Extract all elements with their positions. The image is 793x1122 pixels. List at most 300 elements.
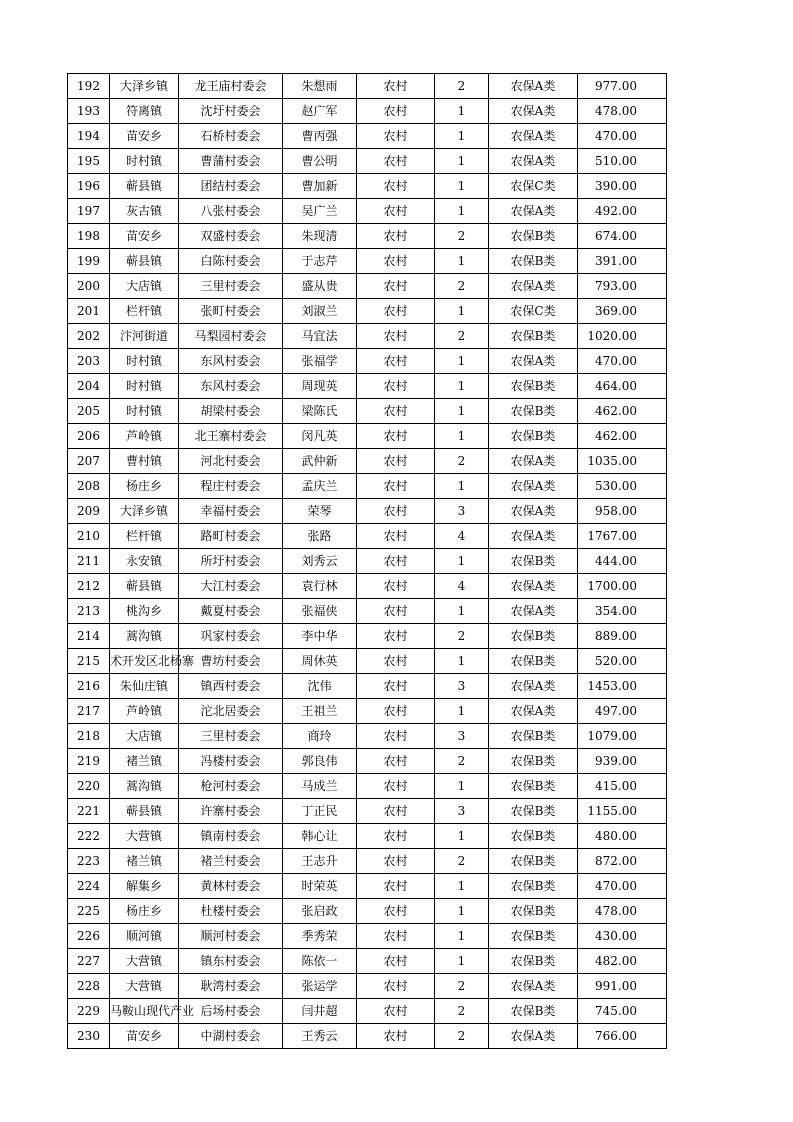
row-number-cell: 228 [68,974,110,999]
amount-cell: 444.00 [578,549,667,574]
household-count-cell: 2 [435,224,489,249]
amount-cell: 478.00 [578,899,667,924]
table-row [68,824,667,849]
row-number-cell: 205 [68,399,110,424]
amount-cell: 1700.00 [578,574,667,599]
area-type-cell: 农村 [357,749,435,774]
household-count-cell: 3 [435,674,489,699]
village-committee-cell: 褚兰村委会 [179,849,283,874]
row-number-cell: 192 [68,74,110,99]
township-cell: 灰古镇 [110,199,179,224]
village-committee-cell: 马梨园村委会 [179,324,283,349]
household-count-cell: 1 [435,649,489,674]
insurance-category-cell: 农保A类 [489,974,578,999]
name-cell: 闫井超 [283,999,357,1024]
amount-cell: 354.00 [578,599,667,624]
area-type-cell: 农村 [357,549,435,574]
area-type-cell: 农村 [357,874,435,899]
amount-cell: 492.00 [578,199,667,224]
table-row [68,424,667,449]
insurance-category-cell: 农保B类 [489,799,578,824]
table-row [68,624,667,649]
row-number-cell: 217 [68,699,110,724]
village-committee-cell: 幸福村委会 [179,499,283,524]
name-cell: 丁正民 [283,799,357,824]
amount-cell: 480.00 [578,824,667,849]
table-row [68,349,667,374]
household-count-cell: 1 [435,374,489,399]
village-committee-cell: 巩家村委会 [179,624,283,649]
row-number-cell: 198 [68,224,110,249]
household-count-cell: 1 [435,124,489,149]
amount-cell: 482.00 [578,949,667,974]
area-type-cell: 农村 [357,324,435,349]
name-cell: 王志升 [283,849,357,874]
village-committee-cell: 镇东村委会 [179,949,283,974]
amount-cell: 390.00 [578,174,667,199]
household-count-cell: 1 [435,399,489,424]
insurance-category-cell: 农保B类 [489,774,578,799]
roster-table [67,73,667,1049]
row-number-cell: 215 [68,649,110,674]
insurance-category-cell: 农保A类 [489,499,578,524]
table-row [68,574,667,599]
amount-cell: 958.00 [578,499,667,524]
household-count-cell: 4 [435,524,489,549]
insurance-category-cell: 农保A类 [489,99,578,124]
household-count-cell: 1 [435,699,489,724]
village-committee-cell: 东风村委会 [179,349,283,374]
insurance-category-cell: 农保B类 [489,724,578,749]
household-count-cell: 1 [435,149,489,174]
village-committee-cell: 白陈村委会 [179,249,283,274]
amount-cell: 1035.00 [578,449,667,474]
row-number-cell: 207 [68,449,110,474]
insurance-category-cell: 农保B类 [489,749,578,774]
insurance-category-cell: 农保B类 [489,649,578,674]
area-type-cell: 农村 [357,474,435,499]
area-type-cell: 农村 [357,674,435,699]
area-type-cell: 农村 [357,74,435,99]
table-row [68,99,667,124]
insurance-category-cell: 农保A类 [489,474,578,499]
roster-body [68,74,667,1049]
name-cell: 朱想雨 [283,74,357,99]
township-cell: 时村镇 [110,399,179,424]
name-cell: 于志芹 [283,249,357,274]
row-number-cell: 206 [68,424,110,449]
area-type-cell: 农村 [357,149,435,174]
amount-cell: 977.00 [578,74,667,99]
table-row [68,449,667,474]
area-type-cell: 农村 [357,899,435,924]
table-row [68,399,667,424]
area-type-cell: 农村 [357,224,435,249]
name-cell: 周现英 [283,374,357,399]
village-committee-cell: 戴夏村委会 [179,599,283,624]
area-type-cell: 农村 [357,649,435,674]
insurance-category-cell: 农保A类 [489,349,578,374]
household-count-cell: 1 [435,949,489,974]
row-number-cell: 219 [68,749,110,774]
amount-cell: 470.00 [578,124,667,149]
table-row [68,524,667,549]
area-type-cell: 农村 [357,449,435,474]
area-type-cell: 农村 [357,499,435,524]
row-number-cell: 193 [68,99,110,124]
name-cell: 张福侠 [283,599,357,624]
insurance-category-cell: 农保B类 [489,399,578,424]
village-committee-cell: 河北村委会 [179,449,283,474]
household-count-cell: 1 [435,424,489,449]
area-type-cell: 农村 [357,424,435,449]
table-row [68,1024,667,1049]
name-cell: 荣琴 [283,499,357,524]
household-count-cell: 2 [435,849,489,874]
insurance-category-cell: 农保B类 [489,249,578,274]
table-row [68,474,667,499]
household-count-cell: 1 [435,199,489,224]
row-number-cell: 200 [68,274,110,299]
area-type-cell: 农村 [357,849,435,874]
row-number-cell: 230 [68,1024,110,1049]
amount-cell: 462.00 [578,399,667,424]
township-cell: 汴河街道 [110,324,179,349]
name-cell: 刘秀云 [283,549,357,574]
row-number-cell: 222 [68,824,110,849]
area-type-cell: 农村 [357,974,435,999]
township-cell: 曹村镇 [110,449,179,474]
village-committee-cell: 许寨村委会 [179,799,283,824]
village-committee-cell: 枪河村委会 [179,774,283,799]
village-committee-cell: 三里村委会 [179,724,283,749]
name-cell: 沈伟 [283,674,357,699]
township-cell: 杨庄乡 [110,474,179,499]
name-cell: 周休英 [283,649,357,674]
village-committee-cell: 冯楼村委会 [179,749,283,774]
name-cell: 武仲新 [283,449,357,474]
table-row [68,499,667,524]
area-type-cell: 农村 [357,724,435,749]
township-cell: 大店镇 [110,724,179,749]
insurance-category-cell: 农保A类 [489,674,578,699]
area-type-cell: 农村 [357,574,435,599]
name-cell: 袁行林 [283,574,357,599]
area-type-cell: 农村 [357,124,435,149]
household-count-cell: 2 [435,749,489,774]
village-committee-cell: 顺河村委会 [179,924,283,949]
table-row [68,324,667,349]
village-committee-cell: 胡梁村委会 [179,399,283,424]
township-cell: 褚兰镇 [110,749,179,774]
insurance-category-cell: 农保C类 [489,174,578,199]
township-cell: 蕲县镇 [110,249,179,274]
village-committee-cell: 张町村委会 [179,299,283,324]
amount-cell: 1020.00 [578,324,667,349]
village-committee-cell: 程庄村委会 [179,474,283,499]
township-cell: 栏杆镇 [110,299,179,324]
amount-cell: 520.00 [578,649,667,674]
amount-cell: 1079.00 [578,724,667,749]
name-cell: 闵凡英 [283,424,357,449]
township-cell: 永安镇 [110,549,179,574]
name-cell: 季秀荣 [283,924,357,949]
name-cell: 刘淑兰 [283,299,357,324]
household-count-cell: 1 [435,249,489,274]
amount-cell: 415.00 [578,774,667,799]
insurance-category-cell: 农保C类 [489,299,578,324]
household-count-cell: 3 [435,499,489,524]
household-count-cell: 2 [435,324,489,349]
table-row [68,299,667,324]
table-row [68,249,667,274]
table-row [68,874,667,899]
village-committee-cell: 东风村委会 [179,374,283,399]
area-type-cell: 农村 [357,299,435,324]
village-committee-cell: 三里村委会 [179,274,283,299]
row-number-cell: 227 [68,949,110,974]
row-number-cell: 223 [68,849,110,874]
name-cell: 曹丙强 [283,124,357,149]
township-cell: 苗安乡 [110,224,179,249]
insurance-category-cell: 农保A类 [489,699,578,724]
area-type-cell: 农村 [357,399,435,424]
row-number-cell: 194 [68,124,110,149]
household-count-cell: 1 [435,474,489,499]
village-committee-cell: 双盛村委会 [179,224,283,249]
table-row [68,749,667,774]
name-cell: 李中华 [283,624,357,649]
area-type-cell: 农村 [357,1024,435,1049]
table-row [68,999,667,1024]
table-row [68,599,667,624]
row-number-cell: 213 [68,599,110,624]
table-row [68,724,667,749]
household-count-cell: 1 [435,299,489,324]
amount-cell: 497.00 [578,699,667,724]
table-row [68,774,667,799]
household-count-cell: 4 [435,574,489,599]
township-cell: 时村镇 [110,349,179,374]
area-type-cell: 农村 [357,274,435,299]
household-count-cell: 2 [435,974,489,999]
table-row [68,374,667,399]
name-cell: 郭良伟 [283,749,357,774]
amount-cell: 470.00 [578,349,667,374]
village-committee-cell: 龙王庙村委会 [179,74,283,99]
household-count-cell: 2 [435,624,489,649]
township-cell: 时村镇 [110,374,179,399]
township-cell: 大泽乡镇 [110,74,179,99]
row-number-cell: 197 [68,199,110,224]
household-count-cell: 2 [435,74,489,99]
name-cell: 盛从贵 [283,274,357,299]
name-cell: 陈依一 [283,949,357,974]
insurance-category-cell: 农保A类 [489,1024,578,1049]
amount-cell: 991.00 [578,974,667,999]
household-count-cell: 1 [435,174,489,199]
township-cell: 蒿沟镇 [110,774,179,799]
insurance-category-cell: 农保A类 [489,199,578,224]
area-type-cell: 农村 [357,624,435,649]
row-number-cell: 221 [68,799,110,824]
village-committee-cell: 黄林村委会 [179,874,283,899]
area-type-cell: 农村 [357,924,435,949]
insurance-category-cell: 农保B类 [489,874,578,899]
household-count-cell: 1 [435,774,489,799]
row-number-cell: 226 [68,924,110,949]
name-cell: 马宜法 [283,324,357,349]
table-row [68,949,667,974]
table-row [68,149,667,174]
village-committee-cell: 北王寨村委会 [179,424,283,449]
row-number-cell: 218 [68,724,110,749]
household-count-cell: 2 [435,274,489,299]
village-committee-cell: 镇南村委会 [179,824,283,849]
name-cell: 吴广兰 [283,199,357,224]
insurance-category-cell: 农保B类 [489,324,578,349]
household-count-cell: 2 [435,999,489,1024]
village-committee-cell: 曹坊村委会 [179,649,283,674]
village-committee-cell: 耿湾村委会 [179,974,283,999]
township-cell: 芦岭镇 [110,699,179,724]
row-number-cell: 225 [68,899,110,924]
amount-cell: 530.00 [578,474,667,499]
township-cell: 蕲县镇 [110,174,179,199]
area-type-cell: 农村 [357,774,435,799]
name-cell: 张启政 [283,899,357,924]
row-number-cell: 209 [68,499,110,524]
amount-cell: 464.00 [578,374,667,399]
name-cell: 张福学 [283,349,357,374]
table-row [68,549,667,574]
table-row [68,124,667,149]
township-cell: 解集乡 [110,874,179,899]
amount-cell: 766.00 [578,1024,667,1049]
township-cell: 苗安乡 [110,124,179,149]
row-number-cell: 204 [68,374,110,399]
row-number-cell: 224 [68,874,110,899]
township-cell: 大泽乡镇 [110,499,179,524]
insurance-category-cell: 农保B类 [489,224,578,249]
amount-cell: 939.00 [578,749,667,774]
row-number-cell: 229 [68,999,110,1024]
township-cell: 大营镇 [110,824,179,849]
insurance-category-cell: 农保A类 [489,599,578,624]
township-cell: 符离镇 [110,99,179,124]
insurance-category-cell: 农保B类 [489,899,578,924]
name-cell: 曹公明 [283,149,357,174]
table-row [68,224,667,249]
insurance-category-cell: 农保A类 [489,124,578,149]
amount-cell: 430.00 [578,924,667,949]
township-cell: 朱仙庄镇 [110,674,179,699]
household-count-cell: 1 [435,924,489,949]
area-type-cell: 农村 [357,199,435,224]
township-cell: 桃沟乡 [110,599,179,624]
table-row [68,699,667,724]
name-cell: 王秀云 [283,1024,357,1049]
name-cell: 王祖兰 [283,699,357,724]
township-cell: 杨庄乡 [110,899,179,924]
row-number-cell: 196 [68,174,110,199]
amount-cell: 391.00 [578,249,667,274]
amount-cell: 1767.00 [578,524,667,549]
amount-cell: 369.00 [578,299,667,324]
name-cell: 赵广军 [283,99,357,124]
name-cell: 时荣英 [283,874,357,899]
name-cell: 韩心让 [283,824,357,849]
insurance-category-cell: 农保B类 [489,549,578,574]
household-count-cell: 1 [435,349,489,374]
household-count-cell: 2 [435,1024,489,1049]
name-cell: 商玲 [283,724,357,749]
row-number-cell: 216 [68,674,110,699]
insurance-category-cell: 农保B类 [489,849,578,874]
village-committee-cell: 曹蒲村委会 [179,149,283,174]
row-number-cell: 195 [68,149,110,174]
table-row [68,849,667,874]
household-count-cell: 1 [435,824,489,849]
amount-cell: 793.00 [578,274,667,299]
area-type-cell: 农村 [357,349,435,374]
household-count-cell: 1 [435,599,489,624]
township-cell: 时村镇 [110,149,179,174]
household-count-cell: 3 [435,799,489,824]
row-number-cell: 208 [68,474,110,499]
insurance-category-cell: 农保A类 [489,274,578,299]
name-cell: 曹加新 [283,174,357,199]
area-type-cell: 农村 [357,999,435,1024]
township-cell: 顺河镇 [110,924,179,949]
village-committee-cell: 杜楼村委会 [179,899,283,924]
table-row [68,199,667,224]
township-cell: 马鞍山现代产业 [110,999,179,1024]
amount-cell: 470.00 [578,874,667,899]
area-type-cell: 农村 [357,799,435,824]
township-cell: 蕲县镇 [110,799,179,824]
area-type-cell: 农村 [357,174,435,199]
amount-cell: 478.00 [578,99,667,124]
amount-cell: 889.00 [578,624,667,649]
name-cell: 朱现清 [283,224,357,249]
table-row [68,799,667,824]
table-row [68,274,667,299]
insurance-category-cell: 农保A类 [489,449,578,474]
household-count-cell: 1 [435,874,489,899]
township-cell: 蕲县镇 [110,574,179,599]
amount-cell: 1453.00 [578,674,667,699]
township-cell: 术开发区北杨寨 [110,649,179,674]
township-cell: 大店镇 [110,274,179,299]
table-row [68,924,667,949]
household-count-cell: 1 [435,99,489,124]
amount-cell: 674.00 [578,224,667,249]
insurance-category-cell: 农保A类 [489,74,578,99]
name-cell: 张运学 [283,974,357,999]
row-number-cell: 201 [68,299,110,324]
name-cell: 梁陈氏 [283,399,357,424]
row-number-cell: 212 [68,574,110,599]
township-cell: 蒿沟镇 [110,624,179,649]
table-row [68,74,667,99]
row-number-cell: 199 [68,249,110,274]
village-committee-cell: 团结村委会 [179,174,283,199]
village-committee-cell: 沈圩村委会 [179,99,283,124]
area-type-cell: 农村 [357,824,435,849]
township-cell: 苗安乡 [110,1024,179,1049]
village-committee-cell: 沱北居委会 [179,699,283,724]
